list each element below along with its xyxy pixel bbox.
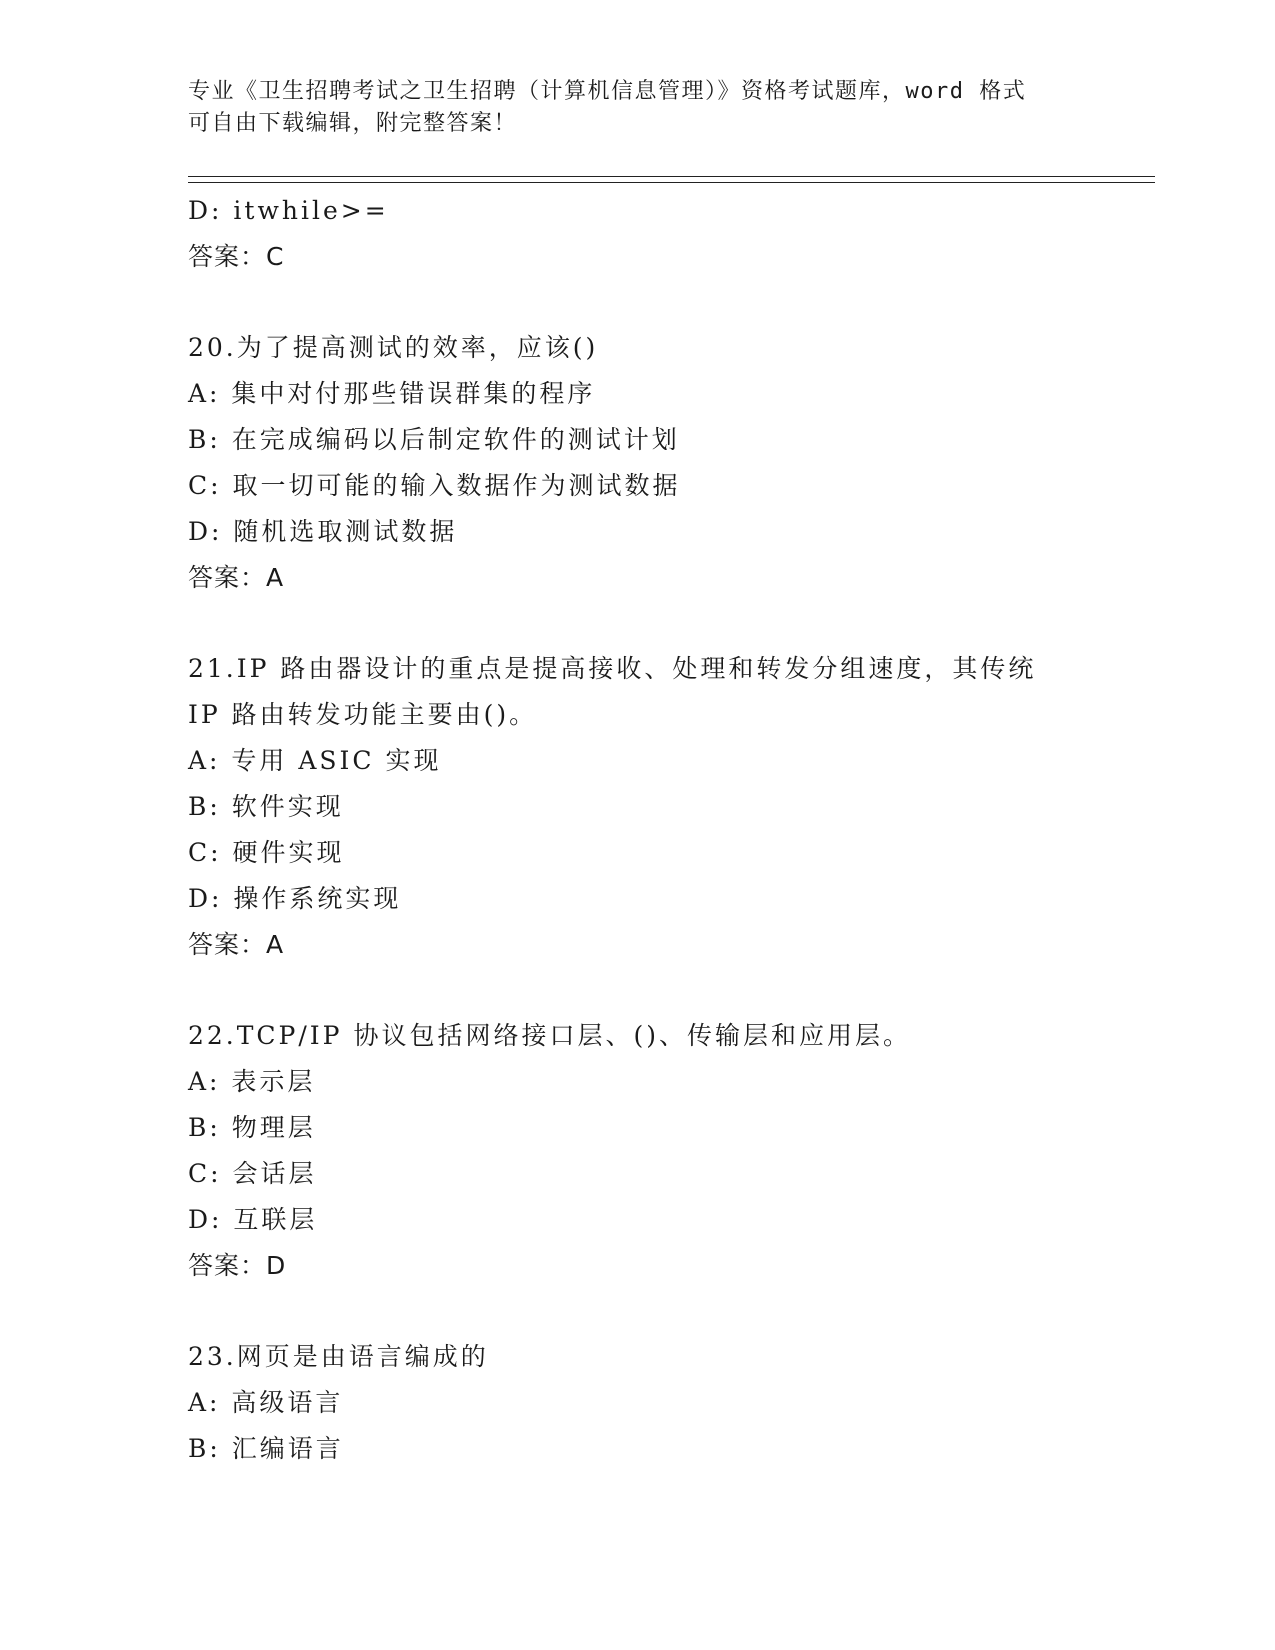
question-text-line-1: 21.IP 路由器设计的重点是提高接收、处理和转发分组速度，其传统 bbox=[188, 654, 1037, 683]
question-22 bbox=[188, 1013, 1138, 1289]
header-line-1: 专业《卫生招聘考试之卫生招聘（计算机信息管理）》资格考试题库，word 格式 bbox=[188, 79, 1027, 104]
header-divider-top bbox=[188, 176, 1155, 177]
option-a: A: 表示层 bbox=[188, 1067, 316, 1096]
spacer bbox=[188, 280, 1138, 325]
answer: 答案：A bbox=[188, 930, 285, 959]
question-text: 20.为了提高测试的效率，应该() bbox=[188, 333, 599, 362]
question-list bbox=[188, 188, 1138, 1472]
option-b: B: 汇编语言 bbox=[188, 1434, 344, 1463]
option-a: A: 专用 ASIC 实现 bbox=[188, 746, 442, 775]
option-d: D: 操作系统实现 bbox=[188, 884, 402, 913]
option-d: D: 随机选取测试数据 bbox=[188, 517, 458, 546]
option-a: A: 高级语言 bbox=[188, 1388, 344, 1417]
answer: 答案：D bbox=[188, 1251, 287, 1280]
answer: 答案：C bbox=[188, 242, 285, 271]
document-header bbox=[188, 76, 1088, 140]
answer: 答案：A bbox=[188, 563, 285, 592]
question-text: 22.TCP/IP 协议包括网络接口层、()、传输层和应用层。 bbox=[188, 1021, 911, 1050]
option-d: D: 互联层 bbox=[188, 1205, 318, 1234]
question-19 bbox=[188, 188, 1138, 280]
option-c: C: 会话层 bbox=[188, 1159, 317, 1188]
question-text: 23.网页是由语言编成的 bbox=[188, 1342, 489, 1371]
spacer bbox=[188, 601, 1138, 646]
option-b: B: 在完成编码以后制定软件的测试计划 bbox=[188, 425, 680, 454]
question-text-line-2: IP 路由转发功能主要由()。 bbox=[188, 700, 538, 729]
option-d: D: itwhile>= bbox=[188, 196, 389, 225]
question-21 bbox=[188, 646, 1138, 968]
header-line-2: 可自由下载编辑，附完整答案！ bbox=[188, 111, 518, 136]
option-b: B: 软件实现 bbox=[188, 792, 344, 821]
spacer bbox=[188, 968, 1138, 1013]
option-a: A: 集中对付那些错误群集的程序 bbox=[188, 379, 596, 408]
header-divider-bottom bbox=[188, 182, 1155, 183]
option-b: B: 物理层 bbox=[188, 1113, 316, 1142]
spacer bbox=[188, 1289, 1138, 1334]
question-23 bbox=[188, 1334, 1138, 1472]
option-c: C: 取一切可能的输入数据作为测试数据 bbox=[188, 471, 681, 500]
question-20 bbox=[188, 325, 1138, 601]
option-c: C: 硬件实现 bbox=[188, 838, 345, 867]
